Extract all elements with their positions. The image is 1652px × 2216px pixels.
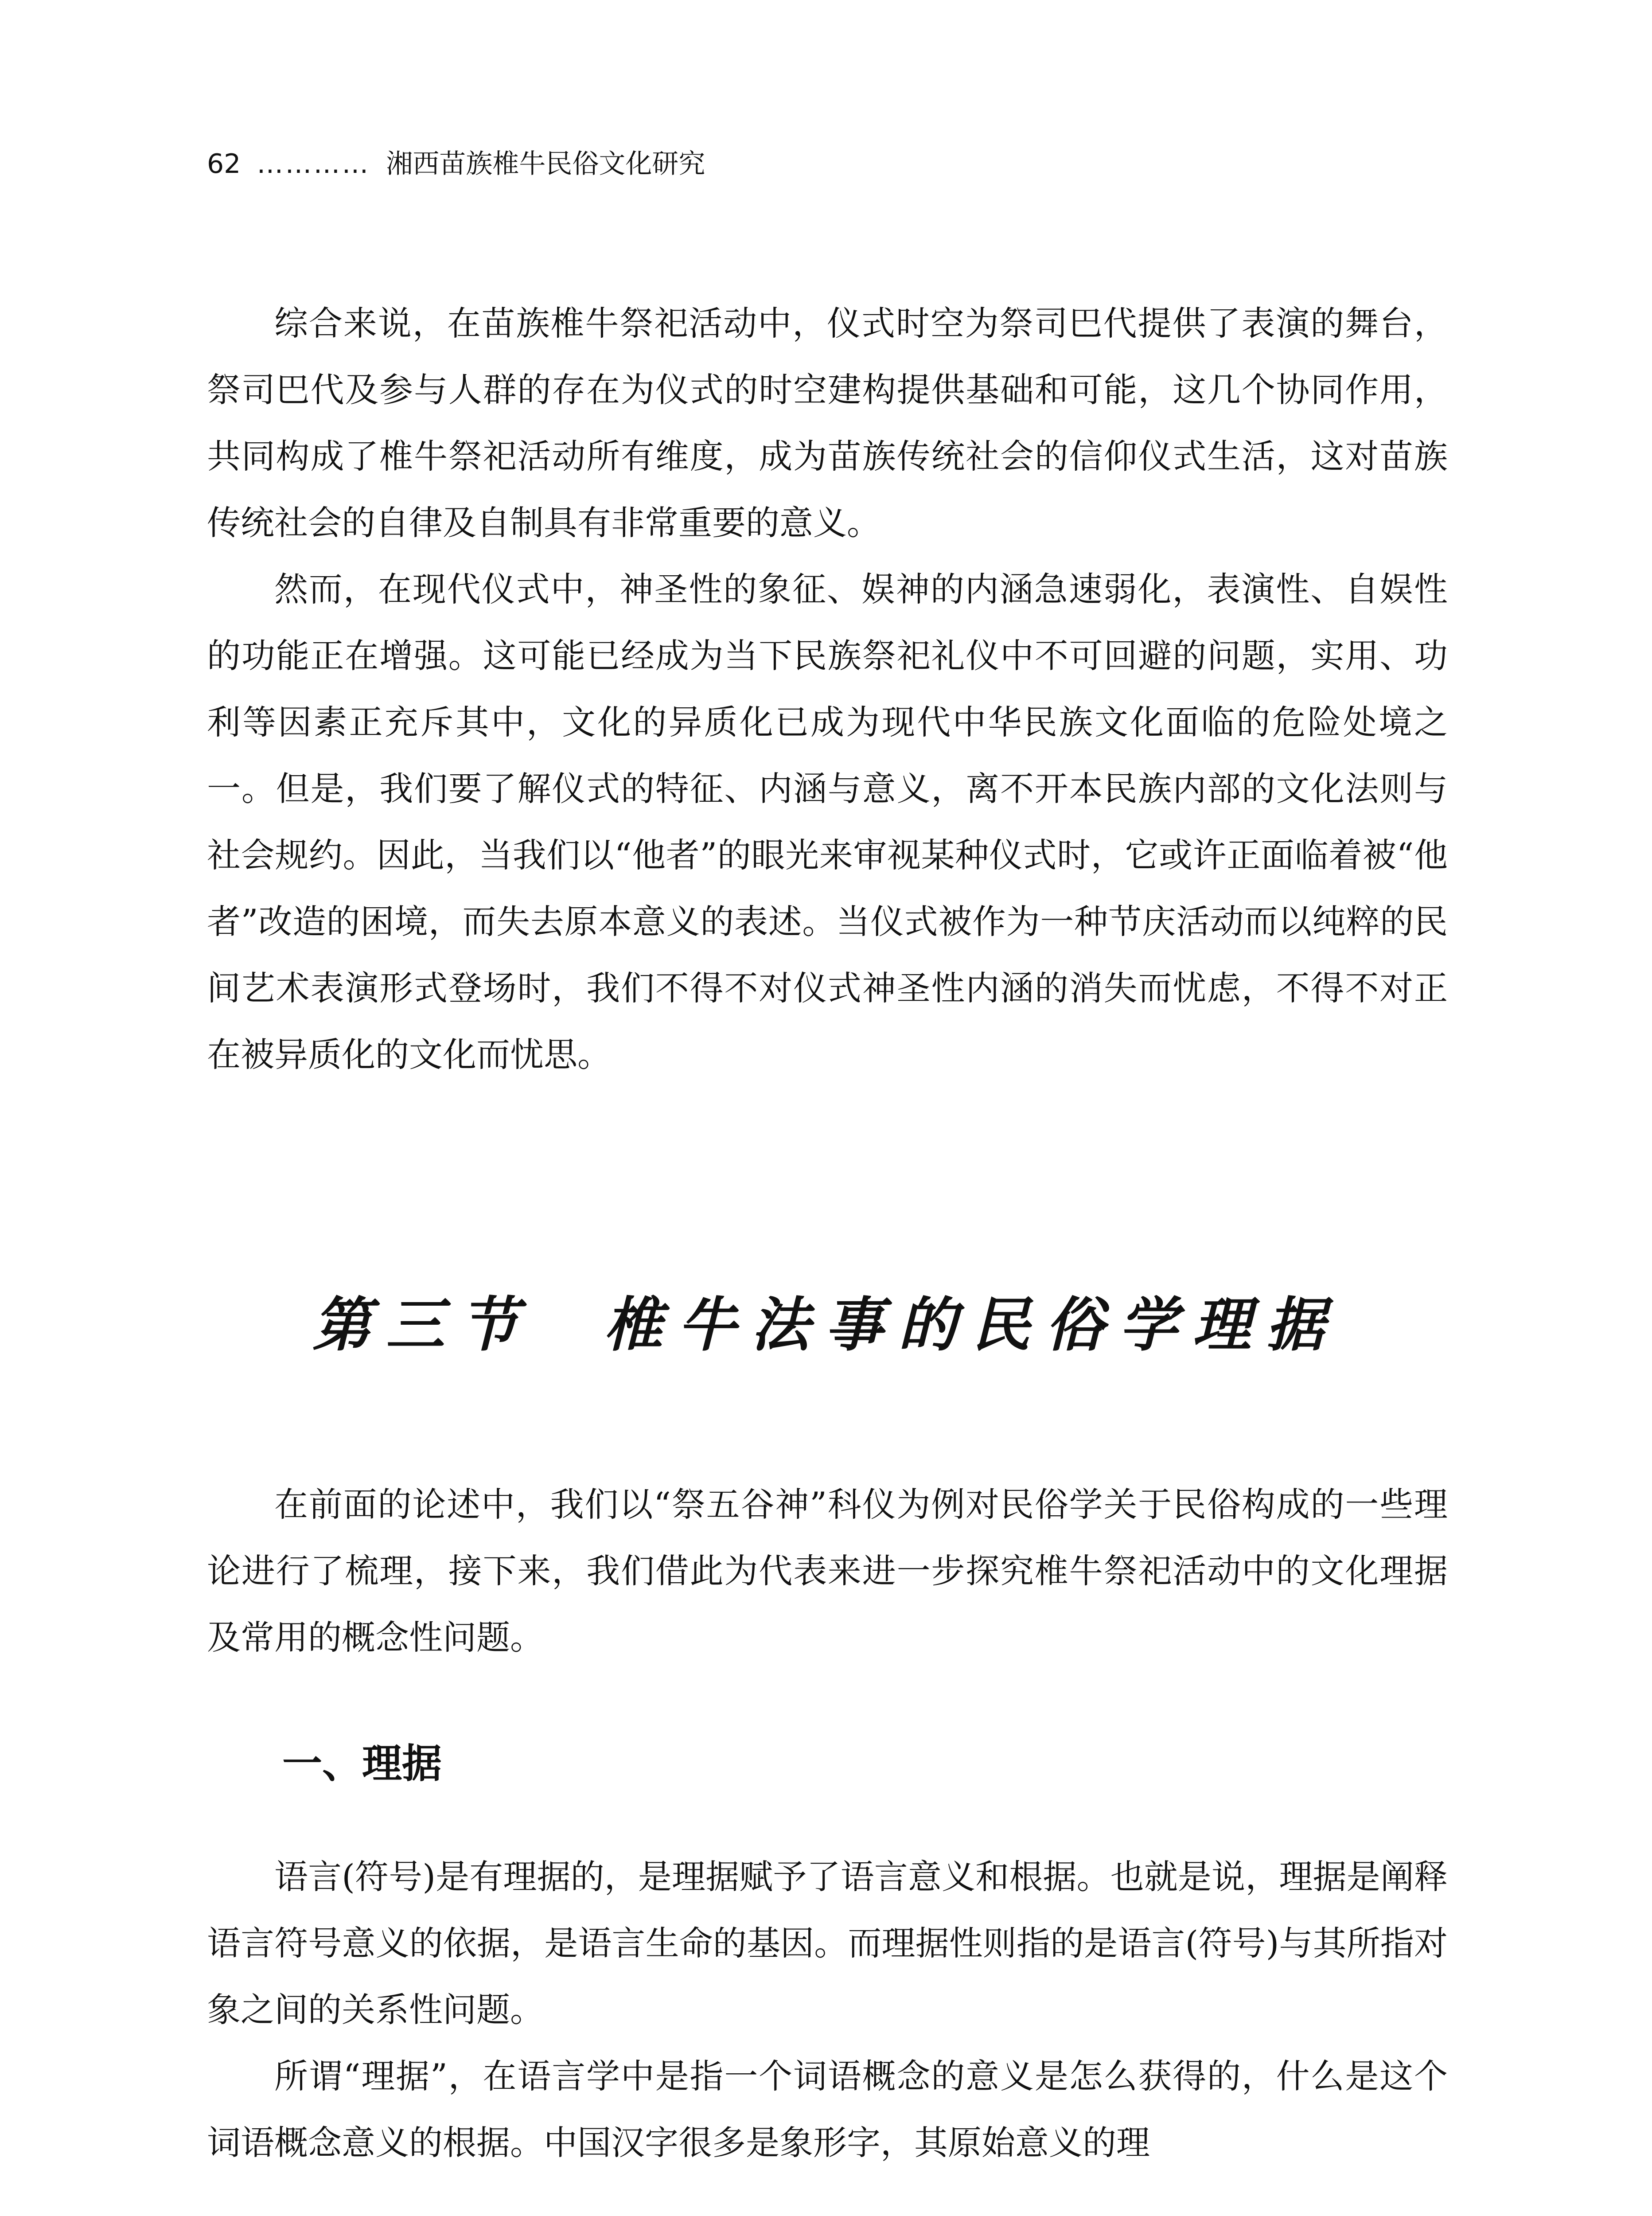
subheading: 一、理据 xyxy=(282,1740,442,1787)
paragraph-modern-ritual: 然而，在现代仪式中，神圣性的象征、娱神的内涵急速弱化，表演性、自娱性的功能正在增强。这可能已经成为当下民族祭祀礼仪中不可回避的问题，实用、功利等因素正充斥其中，文化的异质化已成为现代中华民族文化面临的危险处境之一。但是，我们要了解仪式的特征、内涵与意义，离不开本民族内部的文化法则与社会规约。因此，当我们以“他者”的眼光来审视某种仪式时，它或许正面临着被“他者”改造的困境，而失去原本意义的表述。当仪式被作为一种节庆活动而以纯粹的民间艺术表演形式登场时，我们不得不对仪式神圣性内涵的消失而忧虑，不得不对正在被异质化的文化而忧思。 xyxy=(207,570,1448,1074)
paragraph-summary: 综合来说，在苗族椎牛祭祀活动中，仪式时空为祭司巴代提供了表演的舞台，祭司巴代及参与人群的存在为仪式的时空建构提供基础和可能，这几个协同作用，共同构成了椎牛祭祀活动所有维度，成为苗族传统社会的信仰仪式生活，这对苗族传统社会的自律及自制具有非常重要的意义。 xyxy=(207,304,1448,542)
section-title-text: 椎牛法事的民俗学理据 xyxy=(604,1291,1340,1359)
page-number: 62 xyxy=(207,148,241,179)
paragraph-motivation: 语言(符号)是有理据的，是理据赋予了语言意义和根据。也就是说，理据是阐释语言符号意义的依据，是语言生命的基因。而理据性则指的是语言(符号)与其所指对象之间的关系性问题。 xyxy=(207,1857,1448,2029)
header-dots: ………… xyxy=(257,148,370,179)
section-number: 第三节 xyxy=(312,1291,533,1359)
book-title: 湘西苗族椎牛民俗文化研究 xyxy=(386,148,705,179)
section-title xyxy=(0,1285,1652,1365)
paragraph-definition: 所谓“理据”，在语言学中是指一个词语概念的意义是怎么获得的，什么是这个词语概念意义的根据。中国汉字很多是象形字，其原始意义的理 xyxy=(207,2056,1448,2162)
running-header xyxy=(207,146,705,182)
paragraph-intro: 在前面的论述中，我们以“祭五谷神”科仪为例对民俗学关于民俗构成的一些理论进行了梳理，接下来，我们借此为代表来进一步探究椎牛祭祀活动中的文化理据及常用的概念性问题。 xyxy=(207,1485,1448,1657)
